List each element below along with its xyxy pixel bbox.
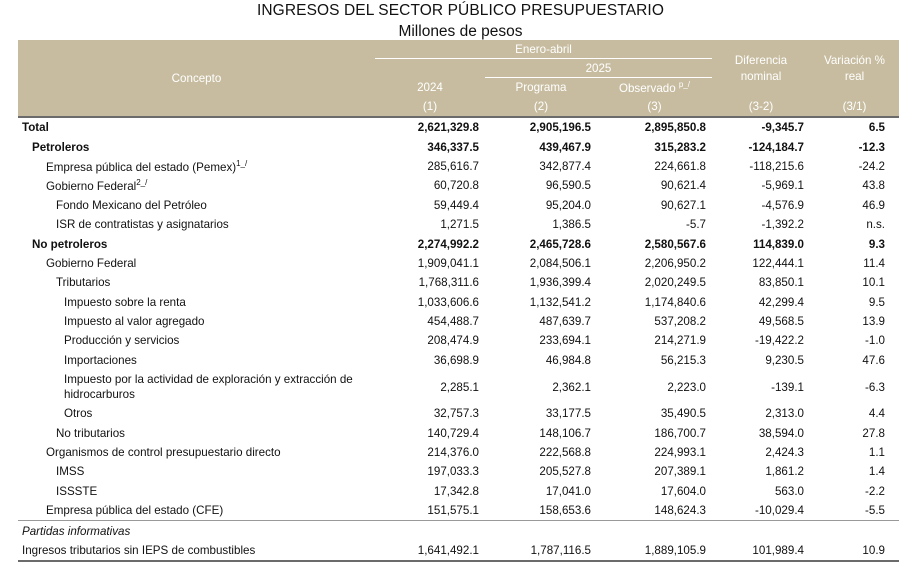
footnote-mark: 1_/ [236,159,248,169]
cell-variacion: -2.2 [865,484,885,498]
cell-2024: 140,729.4 [427,426,479,440]
cell-programa: 222,568.8 [539,446,591,460]
cell-2024: 1,271.5 [440,218,479,232]
table-row [18,541,899,561]
table-row [18,215,899,234]
table-row [18,443,899,462]
table-subtitle: Millones de pesos [398,23,523,40]
cell-observado: 2,020,249.5 [644,276,706,290]
row-label: IMSS [56,465,85,479]
cell-variacion: n.s. [866,218,885,232]
header-year-2025-label: 2025 [485,59,712,78]
cell-programa: 158,653.6 [539,504,591,518]
cell-variacion: -5.5 [865,504,885,518]
cell-programa: 1,787,116.5 [485,541,597,561]
cell-programa: 33,177.5 [545,407,591,421]
header-diferencia-line2: nominal [740,69,782,83]
row-label: Impuesto sobre la renta [64,295,186,309]
cell-variacion: -1.0 [865,334,885,348]
cell-diferencia: -4,576.9 [761,198,804,212]
header-blank [375,59,485,78]
table-row [18,351,899,370]
row-label-text: Gobierno Federal [46,180,137,194]
cell-diferencia: 563.0 [774,484,804,498]
cell-observado: 148,624.3 [654,504,706,518]
cell-variacion: -6.3 [865,380,885,394]
cell-variacion: 13.9 [862,315,885,329]
table-row [18,404,899,423]
header-n2: (2) [485,97,597,117]
row-label: Organismos de control presupuestario directo [46,446,281,460]
row-label [18,176,375,195]
cell-2024: 1,033,606.6 [417,295,479,309]
cell-variacion: 11.4 [863,256,885,270]
cell-variacion: -24.2 [858,159,885,173]
table-body [18,117,899,561]
cell-variacion: 6.5 [810,117,899,137]
table-row [18,176,899,195]
info-section-row [18,521,899,541]
row-label: Importaciones [64,353,137,367]
cell-programa: 439,467.9 [539,140,591,154]
row-label: No tributarios [56,426,125,440]
table-row [18,370,899,404]
row-label: ISR de contratistas y asignatarios [56,218,229,232]
cell-observado: 35,490.5 [660,407,706,421]
header-n3: (3) [597,97,712,117]
row-label: Impuesto al valor agregado [64,315,205,329]
header-n4: (3-2) [712,97,810,117]
row-label: ISSSTE [56,484,98,498]
cell-variacion: 10.1 [862,276,885,290]
cell-diferencia: -139.1 [771,380,804,394]
table-row [18,482,899,501]
header-observado [597,78,712,97]
table-row [18,196,899,215]
row-label: Ingresos tributarios sin IEPS de combustibles [18,541,375,561]
cell-2024: 208,474.9 [427,334,479,348]
table-header [18,40,899,117]
row-label: Petroleros [32,140,90,154]
table-row [18,423,899,442]
cell-observado: 224,661.8 [654,159,706,173]
cell-programa: 233,694.1 [539,334,591,348]
cell-variacion: 9.3 [868,237,885,251]
header-n1: (1) [375,97,485,117]
table-row [18,293,899,312]
header-year-2025 [485,59,712,78]
header-period [375,40,712,59]
header-2024: 2024 [375,78,485,97]
cell-diferencia: 38,594.0 [758,426,804,440]
cell-2024: 36,698.9 [433,353,479,367]
cell-programa: 96,590.5 [545,179,591,193]
table-row [18,117,899,137]
cell-programa: 2,362.1 [552,380,591,394]
table-row [18,312,899,331]
cell-observado: 2,223.0 [667,380,706,394]
cell-variacion: 4.4 [868,407,885,421]
cell-diferencia: 114,839.0 [753,237,804,251]
cell-programa: 2,084,506.1 [529,256,591,270]
row-label: Empresa pública del estado (CFE) [46,504,224,518]
footnote-mark: 2_/ [136,178,148,188]
table-row [18,501,899,521]
cell-2024: 1,909,041.1 [417,256,479,270]
cell-programa: 95,204.0 [545,198,591,212]
header-period-label: Enero-abril [375,40,712,59]
cell-observado: 214,271.9 [654,334,706,348]
cell-programa: 1,936,399.4 [529,276,591,290]
cell-programa: 148,106.7 [539,426,591,440]
cell-2024: 151,575.1 [427,504,479,518]
header-concepto: Concepto [18,40,375,117]
cell-observado: 2,895,850.8 [597,117,712,137]
cell-2024: 1,641,492.1 [375,541,485,561]
table-row [18,462,899,481]
cell-programa: 2,905,196.5 [485,117,597,137]
cell-observado: 90,627.1 [660,198,706,212]
row-label: Fondo Mexicano del Petróleo [56,198,207,212]
revenue-table [18,40,899,562]
cell-variacion: 43.8 [862,179,885,193]
cell-observado: 537,208.2 [654,315,706,329]
cell-variacion: -12.3 [858,140,885,154]
row-label: Total [18,117,375,137]
table-row [18,254,899,273]
table-row [18,331,899,350]
cell-diferencia: 1,861.2 [765,465,804,479]
row-label: Producción y servicios [64,334,180,348]
cell-2024: 2,274,992.2 [417,237,479,251]
cell-2024: 346,337.5 [427,140,479,154]
cell-observado: 1,174,840.6 [644,295,706,309]
cell-variacion: 27.8 [862,426,885,440]
header-observado-mark: p_/ [678,80,691,90]
cell-programa: 1,386.5 [552,218,591,232]
cell-diferencia: -5,969.1 [761,179,804,193]
header-diferencia-line1: Diferencia [734,53,788,67]
cell-programa: 2,465,728.6 [529,237,591,251]
cell-diferencia: 49,568.5 [758,315,804,329]
cell-variacion: 1.1 [868,446,885,460]
cell-programa: 487,639.7 [539,315,591,329]
cell-observado: 315,283.2 [654,140,706,154]
cell-variacion: 10.9 [810,541,899,561]
cell-observado: 186,700.7 [654,426,706,440]
cell-2024: 60,720.8 [433,179,479,193]
cell-observado: 56,215.3 [660,353,706,367]
table-row [18,234,899,253]
cell-observado: -5.7 [686,218,706,232]
header-variacion-line2: real [844,69,865,83]
cell-2024: 2,285.1 [440,380,479,394]
cell-observado: 2,580,567.6 [644,237,706,251]
row-label-text: Empresa pública del estado (Pemex) [46,160,237,174]
cell-diferencia: -118,215.6 [749,159,804,173]
cell-2024: 2,621,329.8 [375,117,485,137]
table-row [18,273,899,292]
cell-diferencia: -19,422.2 [755,334,804,348]
cell-programa: 1,132,541.2 [529,295,591,309]
cell-diferencia: -1,392.2 [761,218,804,232]
cell-variacion: 46.9 [862,198,885,212]
cell-diferencia: -9,345.7 [712,117,810,137]
table-row [18,137,899,156]
cell-observado: 224,993.1 [654,446,706,460]
cell-diferencia: 2,424.3 [765,446,804,460]
row-label: Impuesto por la actividad de exploración y extracción de hidrocarburos [64,373,353,402]
cell-programa: 46,984.8 [545,353,591,367]
cell-observado: 17,604.0 [660,484,706,498]
row-label: Gobierno Federal [46,256,137,270]
cell-programa: 342,877.4 [539,159,591,173]
header-variacion [810,40,899,97]
cell-2024: 214,376.0 [427,446,479,460]
cell-diferencia: -10,029.4 [755,504,804,518]
row-label: Tributarios [56,276,111,290]
cell-observado: 207,389.1 [654,465,706,479]
cell-diferencia: 101,989.4 [712,541,810,561]
row-label [18,157,375,176]
header-n5: (3/1) [810,97,899,117]
cell-diferencia: 42,299.4 [758,295,804,309]
table-row [18,157,899,176]
cell-variacion: 47.6 [862,353,885,367]
header-variacion-line1: Variación % [823,53,885,67]
cell-observado: 1,889,105.9 [597,541,712,561]
cell-2024: 1,768,311.6 [418,276,479,290]
row-label: Otros [64,407,93,421]
cell-diferencia: 2,313.0 [765,407,804,421]
cell-programa: 17,041.0 [545,484,591,498]
table-title: INGRESOS DEL SECTOR PÚBLICO PRESUPUESTARIO [256,2,664,19]
cell-2024: 32,757.3 [433,407,479,421]
cell-variacion: 9.5 [868,295,885,309]
cell-diferencia: -124,184.7 [748,140,804,154]
cell-diferencia: 9,230.5 [765,353,804,367]
cell-2024: 59,449.4 [433,198,479,212]
cell-2024: 17,342.8 [433,484,479,498]
cell-programa: 205,527.8 [539,465,591,479]
cell-observado: 90,621.4 [660,179,706,193]
cell-diferencia: 122,444.1 [752,256,804,270]
cell-2024: 285,616.7 [427,159,479,173]
cell-variacion: 1.4 [868,465,885,479]
cell-diferencia: 83,850.1 [758,276,804,290]
header-diferencia [712,40,810,97]
header-programa: Programa [485,78,597,97]
header-observado-label: Observado [618,81,676,95]
cell-observado: 2,206,950.2 [644,256,706,270]
info-section-title: Partidas informativas [18,521,899,541]
row-label: No petroleros [32,237,108,251]
cell-2024: 454,488.7 [427,315,479,329]
cell-2024: 197,033.3 [427,465,479,479]
